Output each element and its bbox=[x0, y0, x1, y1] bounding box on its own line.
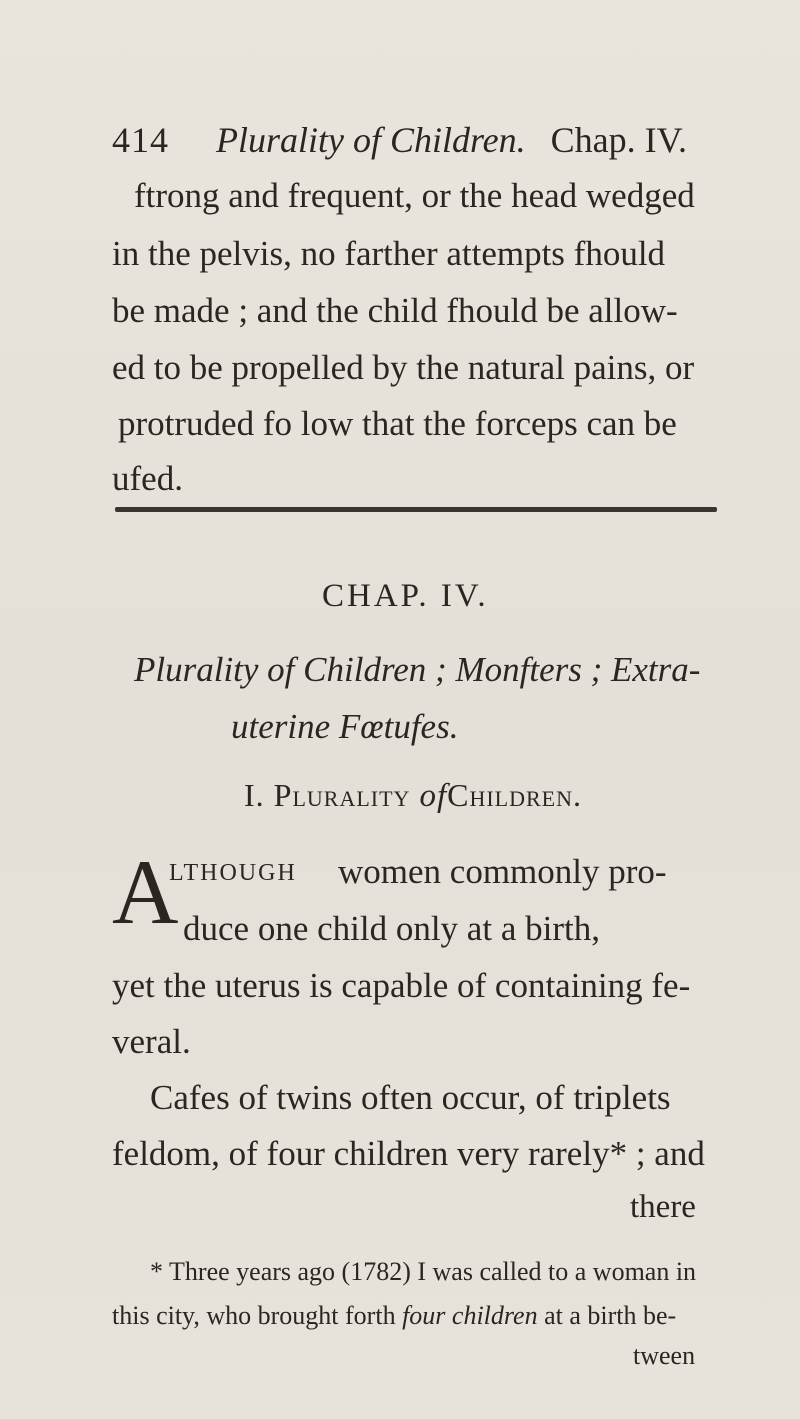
footnote-line: * Three years ago (1782) I was called to a woman in bbox=[150, 1257, 697, 1286]
chapter-subtitle-continued: uterine Fœtufes. bbox=[231, 707, 459, 746]
section-title-word: Plurality bbox=[273, 777, 411, 813]
text-line: feldom, of four children very rarely* ; and bbox=[112, 1134, 705, 1173]
section-number: I. bbox=[244, 777, 265, 813]
chapter-heading: CHAP. IV. bbox=[322, 578, 489, 614]
text-line: in the pelvis, no farther attempts fhould bbox=[112, 234, 666, 273]
running-title: Plurality of Children. bbox=[216, 120, 526, 160]
text-line: ufed. bbox=[112, 459, 183, 498]
page-number: 414 bbox=[112, 120, 169, 160]
text-line: protruded fo low that the forceps can be bbox=[118, 404, 677, 443]
section-heading bbox=[244, 777, 582, 815]
page-header bbox=[112, 120, 712, 160]
text-line: ftrong and frequent, or the head wedged bbox=[134, 176, 695, 215]
text-line: women commonly pro- bbox=[338, 852, 667, 891]
text-line: ed to be propelled by the natural pains, or bbox=[112, 348, 695, 387]
drop-cap: A bbox=[112, 841, 179, 943]
text-line: veral. bbox=[112, 1022, 191, 1061]
footnote-text: at a birth be- bbox=[537, 1301, 677, 1330]
footnote-line bbox=[112, 1301, 676, 1331]
chapter-reference: Chap. IV. bbox=[550, 120, 687, 160]
section-title-word: Children. bbox=[447, 777, 582, 813]
text-line: duce one child only at a birth, bbox=[183, 909, 600, 948]
footnote-emphasis: four children bbox=[402, 1301, 538, 1330]
footnote-catchword: tween bbox=[633, 1341, 696, 1370]
section-divider-rule bbox=[115, 507, 717, 512]
section-title-word: of bbox=[419, 778, 448, 814]
footnote-text: this city, who brought forth bbox=[112, 1301, 403, 1330]
catchword: there bbox=[630, 1189, 696, 1225]
text-line: yet the uterus is capable of containing fe- bbox=[112, 966, 691, 1005]
opening-small-caps: LTHOUGH bbox=[169, 860, 297, 886]
chapter-subtitle: Plurality of Children ; Monfters ; Extra- bbox=[134, 650, 701, 689]
text-line: be made ; and the child fhould be allow- bbox=[112, 291, 678, 330]
text-line: Cafes of twins often occur, of triplets bbox=[150, 1078, 671, 1117]
